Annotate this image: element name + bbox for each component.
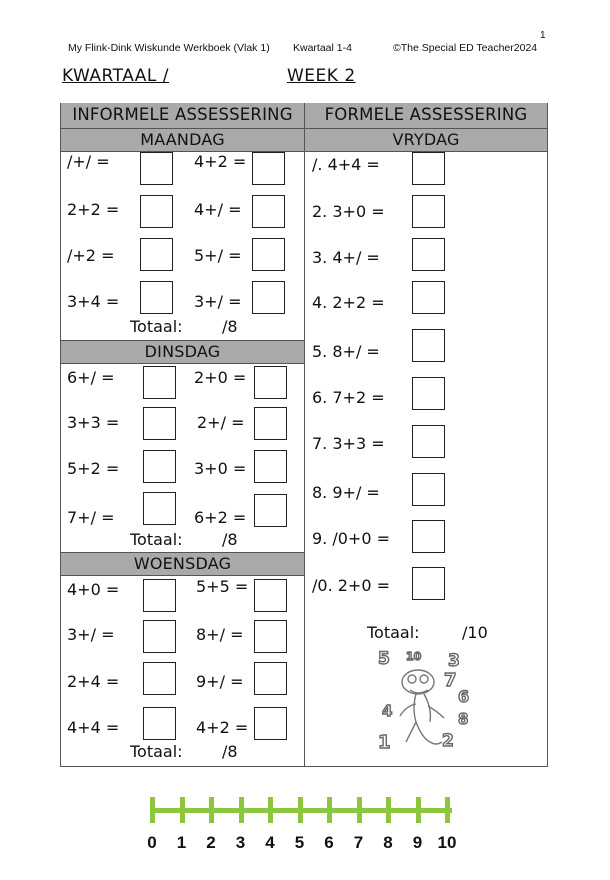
answer-box[interactable] [140, 238, 173, 271]
week-label: WEEK 2 [287, 66, 356, 86]
sum-label: 3+4 = [67, 292, 120, 311]
sum-label: 3+0 = [194, 459, 247, 478]
sum-label: 4+2 = [196, 718, 249, 737]
number-line-tick [298, 797, 303, 823]
answer-box[interactable] [412, 473, 445, 506]
total-value: /8 [222, 742, 238, 761]
illustration-digit: 4 [382, 702, 393, 720]
number-line-tick [386, 797, 391, 823]
answer-box[interactable] [254, 407, 287, 440]
answer-box[interactable] [252, 152, 285, 185]
sum-label: 2+2 = [67, 200, 120, 219]
number-line-tick [209, 797, 214, 823]
number-line-label: 0 [147, 833, 157, 852]
answer-box[interactable] [412, 238, 445, 271]
number-line-tick [180, 797, 185, 823]
sum-label: /+/ = [67, 152, 110, 171]
answer-box[interactable] [412, 195, 445, 228]
number-line-label: 8 [383, 833, 393, 852]
total-label: Totaal: [130, 317, 183, 336]
number-line-label: 7 [353, 833, 364, 852]
number-line-label: 6 [324, 833, 334, 852]
sum-label: /+2 = [67, 246, 115, 265]
sum-label: 3+3 = [67, 413, 120, 432]
illustration-digit: 10 [406, 650, 422, 663]
answer-box[interactable] [254, 662, 287, 695]
book-title: My Flink-Dink Wiskunde Werkboek (Vlak 1) [68, 42, 270, 54]
answer-box[interactable] [140, 195, 173, 228]
answer-box[interactable] [412, 152, 445, 185]
sum-label: 2+4 = [67, 672, 120, 691]
number-line-label: 3 [235, 833, 246, 852]
answer-box[interactable] [254, 494, 287, 527]
day-heading-tuesday: DINSDAG [61, 340, 304, 364]
answer-box[interactable] [412, 425, 445, 458]
sum-label: 7+/ = [67, 508, 115, 527]
informal-heading: INFORMELE ASSESSERING [61, 103, 304, 129]
number-line-label: 10 [437, 833, 457, 852]
total-label: Totaal: [130, 530, 183, 549]
page-number: 1 [540, 30, 546, 41]
day-heading-monday: MAANDAG [61, 128, 304, 152]
sum-label: 3+/ = [67, 625, 115, 644]
sum-label: 9+/ = [196, 672, 244, 691]
sum-label: 4+/ = [194, 200, 242, 219]
number-line-label: 1 [176, 833, 187, 852]
total-value: /10 [462, 623, 488, 642]
answer-box[interactable] [143, 366, 176, 399]
number-line-label: 2 [206, 833, 216, 852]
formal-question: 2. 3+0 = [312, 202, 385, 221]
formal-question: 5. 8+/ = [312, 342, 380, 361]
answer-box[interactable] [143, 579, 176, 612]
cartoon-number-character-icon [372, 646, 482, 756]
answer-box[interactable] [143, 407, 176, 440]
illustration-digit: 7 [444, 670, 457, 691]
number-line-tick [416, 797, 421, 823]
illustration-digit: 5 [378, 649, 390, 669]
formal-question: 7. 3+3 = [312, 434, 385, 453]
formal-question: 6. 7+2 = [312, 388, 385, 407]
answer-box[interactable] [143, 450, 176, 483]
answer-box[interactable] [412, 377, 445, 410]
answer-box[interactable] [252, 195, 285, 228]
total-label: Totaal: [130, 742, 183, 761]
number-line-tick [150, 797, 155, 823]
number-line-tick [327, 797, 332, 823]
answer-box[interactable] [140, 152, 173, 185]
illustration-digit: 6 [458, 687, 470, 706]
illustration-digit: 8 [458, 710, 469, 728]
answer-box[interactable] [143, 662, 176, 695]
answer-box[interactable] [254, 450, 287, 483]
total-value: /8 [222, 530, 238, 549]
sum-label: 4+4 = [67, 718, 120, 737]
number-line-tick [239, 797, 244, 823]
term-label: KWARTAAL / [62, 66, 170, 86]
sum-label: 5+2 = [67, 459, 120, 478]
formal-question: /. 4+4 = [312, 155, 380, 174]
answer-box[interactable] [140, 281, 173, 314]
sum-label: 2+/ = [197, 413, 245, 432]
answer-box[interactable] [254, 366, 287, 399]
term-range: Kwartaal 1-4 [293, 42, 352, 54]
answer-box[interactable] [254, 707, 287, 740]
answer-box[interactable] [143, 492, 176, 525]
day-heading-wednesday: WOENSDAG [61, 552, 304, 576]
day-heading-friday: VRYDAG [305, 128, 547, 152]
answer-box[interactable] [412, 281, 445, 314]
column-divider [304, 103, 305, 767]
number-line-label: 4 [265, 833, 275, 852]
formal-question: 4. 2+2 = [312, 293, 385, 312]
formal-question: /0. 2+0 = [312, 576, 390, 595]
answer-box[interactable] [254, 579, 287, 612]
sum-label: 4+0 = [67, 580, 120, 599]
answer-box[interactable] [254, 620, 287, 653]
formal-heading: FORMELE ASSESSERING [305, 103, 547, 129]
sum-label: 5+/ = [194, 246, 242, 265]
formal-question: 3. 4+/ = [312, 248, 380, 267]
answer-box[interactable] [252, 281, 285, 314]
formal-question: 8. 9+/ = [312, 483, 380, 502]
number-line-tick [357, 797, 362, 823]
sum-label: 6+2 = [194, 508, 247, 527]
total-label: Totaal: [367, 623, 420, 642]
answer-box[interactable] [252, 238, 285, 271]
formal-question: 9. /0+0 = [312, 529, 390, 548]
sum-label: 2+0 = [194, 368, 247, 387]
answer-box[interactable] [412, 567, 445, 600]
illustration-digit: 1 [378, 732, 391, 753]
copyright: ©The Special ED Teacher2024 [393, 42, 538, 54]
answer-box[interactable] [143, 707, 176, 740]
sum-label: 3+/ = [194, 292, 242, 311]
sum-label: 8+/ = [196, 625, 244, 644]
total-value: /8 [222, 317, 238, 336]
sum-label: 4+2 = [194, 152, 247, 171]
answer-box[interactable] [412, 329, 445, 362]
number-line-label: 9 [412, 833, 423, 852]
sum-label: 5+5 = [196, 577, 249, 596]
number-line-tick [445, 797, 450, 823]
number-line-tick [268, 797, 273, 823]
answer-box[interactable] [143, 620, 176, 653]
illustration-digit: 3 [448, 651, 460, 671]
illustration-digit: 2 [442, 731, 454, 751]
sum-label: 6+/ = [67, 368, 115, 387]
number-line-label: 5 [294, 833, 305, 852]
answer-box[interactable] [412, 520, 445, 553]
